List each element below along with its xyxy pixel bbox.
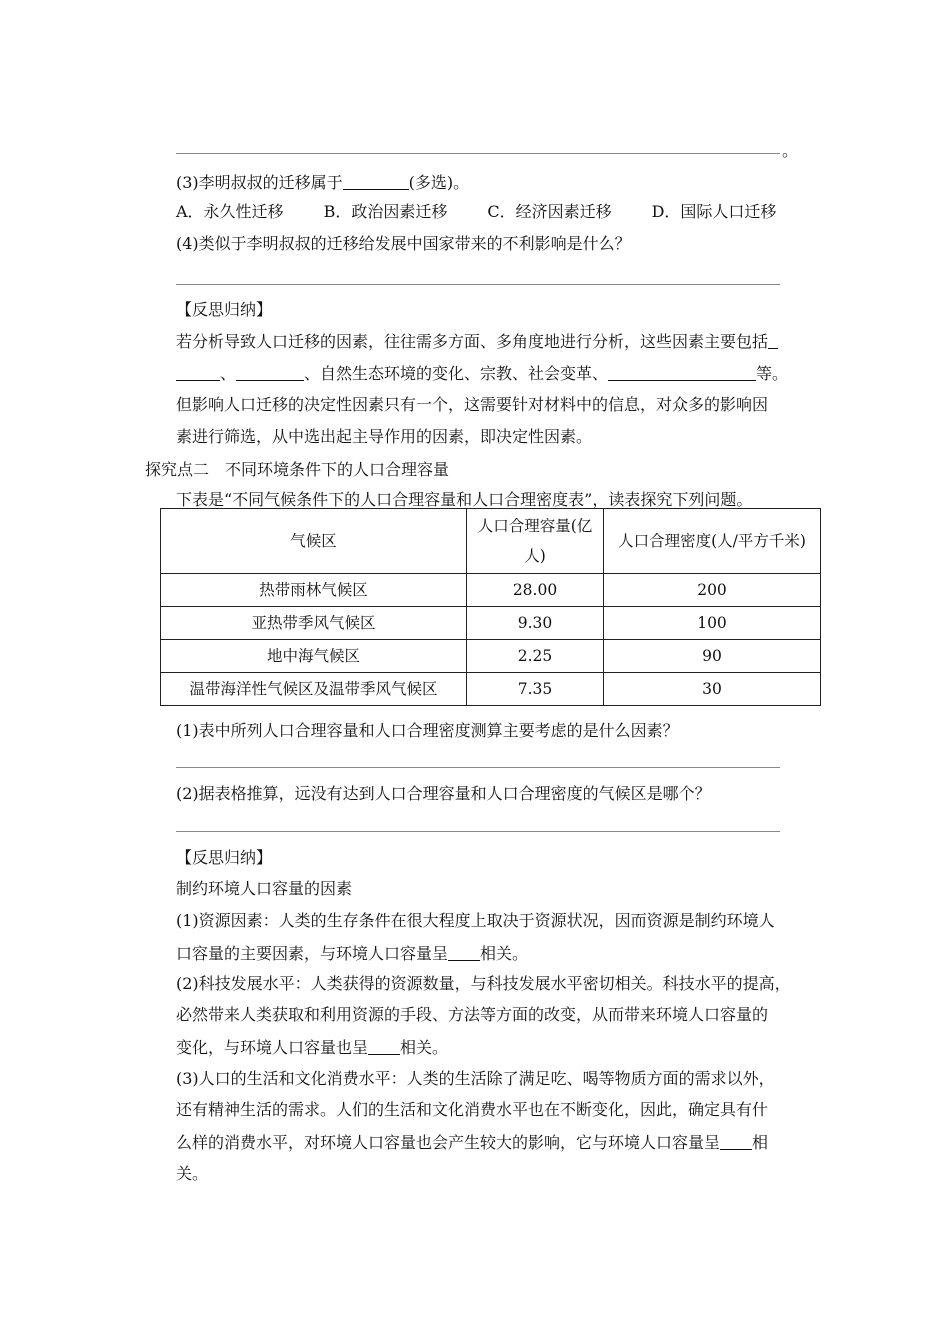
table-row (161, 640, 821, 673)
reflect2-p2-line2: 必然带来人类获取和利用资源的手段、方法等方面的改变，从而带来环境人口容量的 (176, 1005, 769, 1024)
blank-p2[interactable] (368, 1036, 400, 1055)
reflect2-p1-line2 (176, 942, 528, 965)
reflect-heading-2: 【反思归纳】 (176, 848, 273, 867)
reflect2-p3-line4: 关。 (176, 1164, 209, 1183)
end-period: 。 (782, 141, 799, 160)
reflect2-p3-line2: 还有精神生活的需求。人们的生活和文化消费水平也在不断变化，因此，确定具有什 (176, 1100, 769, 1119)
reflect2-p3-line3 (176, 1131, 768, 1154)
reflect2-p2-line1: (2)科技发展水平：人类获得的资源数量，与科技发展水平密切相关。科技水平的提高， (176, 974, 791, 993)
reflect1-line3: 但影响人口迁移的决定性因素只有一个，这需要针对材料中的信息，对众多的影响因 (176, 395, 769, 414)
reflect2-p1-line1: (1)资源因素：人类的生存条件在很大程度上取决于资源状况，因而资源是制约环境人 (176, 911, 775, 930)
p3-line3-text: 么样的消费水平，对环境人口容量也会产生较大的影响，它与环境人口容量呈 (176, 1133, 721, 1152)
table-row (161, 607, 821, 640)
blank-p3[interactable] (720, 1131, 752, 1150)
p2-line3-end: 相关。 (400, 1038, 449, 1057)
answer-line-top[interactable] (176, 153, 780, 154)
header-capacity: 人口合理容量(亿人) (467, 509, 604, 574)
blank-3[interactable] (608, 362, 756, 381)
question-3-blank[interactable] (343, 171, 409, 190)
question-3-options (176, 201, 816, 223)
cell-climate: 热带雨林气候区 (161, 574, 467, 607)
blank-2[interactable] (236, 362, 304, 381)
p1-line2-text: 口容量的主要因素，与环境人口容量呈 (176, 944, 449, 963)
cell-density: 200 (604, 574, 821, 607)
reflect1-line2-mid: 、自然生态环境的变化、宗教、社会变革、 (304, 364, 609, 383)
climate-table (160, 508, 821, 706)
reflect2-p2-line3 (176, 1036, 448, 1059)
header-density: 人口合理密度(人/平方千米) (604, 509, 821, 574)
reflect1-sep1: 、 (220, 364, 237, 383)
cell-capacity: 9.30 (467, 607, 604, 640)
option-c[interactable]: C．经济因素迁移 (487, 202, 612, 221)
reflect-heading-1: 【反思归纳】 (176, 300, 273, 319)
cell-density: 90 (604, 640, 821, 673)
question-5: (1)表中所列人口合理容量和人口合理密度测算主要考虑的是什么因素？ (176, 721, 679, 740)
answer-line-q6[interactable] (176, 831, 780, 832)
reflect1-line2-end: 等。 (756, 364, 789, 383)
answer-line-q4[interactable] (176, 284, 780, 285)
reflect1-line4: 素进行筛选，从中选出起主导作用的因素，即决定性因素。 (176, 427, 593, 446)
section-2-title: 探究点二 不同环境条件下的人口合理容量 (145, 460, 450, 479)
table-header-row (161, 509, 821, 574)
blank-1a[interactable] (768, 330, 778, 349)
cell-density: 30 (604, 673, 821, 706)
reflect2-p3-line1: (3)人口的生活和文化消费水平：人类的生活除了满足吃、喝等物质方面的需求以外， (176, 1069, 775, 1088)
question-4: (4)类似于李明叔叔的迁移给发展中国家带来的不利影响是什么？ (176, 234, 631, 253)
p3-line3-end: 相 (752, 1133, 769, 1152)
question-3-suffix: (多选)。 (408, 173, 470, 192)
p1-line2-end: 相关。 (480, 944, 529, 963)
cell-climate: 地中海气候区 (161, 640, 467, 673)
option-b[interactable]: B．政治因素迁移 (323, 202, 448, 221)
header-climate: 气候区 (161, 509, 467, 574)
cell-climate: 温带海洋性气候区及温带季风气候区 (161, 673, 467, 706)
blank-1b[interactable] (176, 362, 220, 381)
question-3-prefix: (3)李明叔叔的迁移属于 (176, 173, 343, 192)
p2-line3-text: 变化，与环境人口容量也呈 (176, 1038, 369, 1057)
cell-capacity: 7.35 (467, 673, 604, 706)
table-row (161, 574, 821, 607)
section-2-intro: 下表是“不同气候条件下的人口合理容量和人口合理密度表”，读表探究下列问题。 (176, 490, 753, 509)
cell-climate: 亚热带季风气候区 (161, 607, 467, 640)
reflect1-line2 (176, 362, 788, 385)
reflect1-line1 (176, 330, 778, 353)
reflect1-line1-text: 若分析导致人口迁移的因素，往往需多方面、多角度地进行分析，这些因素主要包括 (176, 332, 769, 351)
question-6: (2)据表格推算，远没有达到人口合理容量和人口合理密度的气候区是哪个？ (176, 784, 711, 803)
reflect2-title: 制约环境人口容量的因素 (176, 879, 353, 898)
question-3 (176, 171, 469, 194)
cell-capacity: 28.00 (467, 574, 604, 607)
table-row (161, 673, 821, 706)
option-a[interactable]: A．永久性迁移 (176, 202, 284, 221)
cell-density: 100 (604, 607, 821, 640)
cell-capacity: 2.25 (467, 640, 604, 673)
blank-p1[interactable] (448, 942, 480, 961)
option-d[interactable]: D．国际人口迁移 (651, 202, 777, 221)
answer-line-q5[interactable] (176, 767, 780, 768)
